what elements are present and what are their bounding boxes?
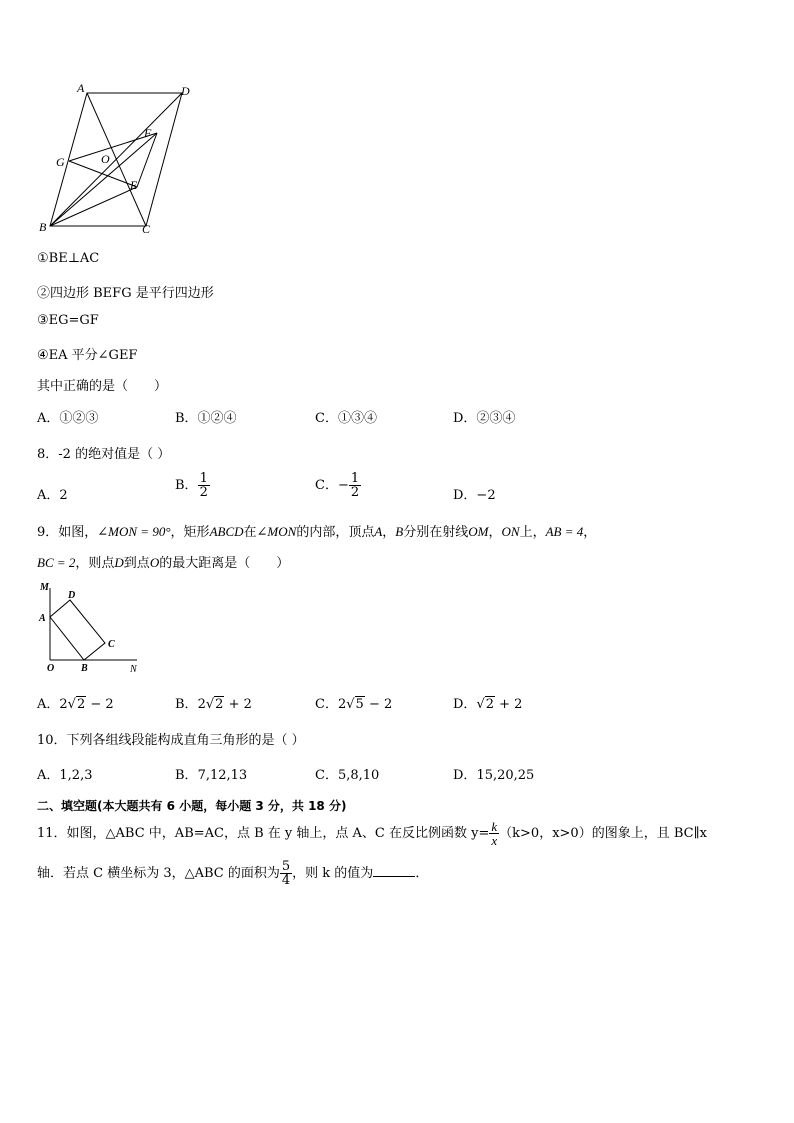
q9-text: 分别在射线 <box>403 525 469 540</box>
q10-c-prefix: C． <box>315 768 338 783</box>
q11-area-numerator: 5 <box>281 859 291 874</box>
label-N: N <box>130 664 137 675</box>
q9-stem-line2 <box>37 552 289 571</box>
q10-b-value: 7,12,13 <box>197 768 248 783</box>
q10-option-b <box>175 764 247 783</box>
label-A: A <box>77 81 85 95</box>
q9-d-radicand: 2 <box>485 697 495 712</box>
q9-math: AB = 4 <box>545 524 584 539</box>
q9-c-tail: − 2 <box>368 697 393 712</box>
q7-statement-3: ③EG=GF <box>37 313 99 328</box>
q11-text: ． <box>415 866 429 881</box>
q9-math: A <box>374 524 383 539</box>
label-C: C <box>142 222 151 236</box>
label-A: A <box>39 613 46 624</box>
q9-a-prefix: A． <box>37 697 60 712</box>
q9-text: 到点 <box>123 556 150 571</box>
sqrt-symbol: √ <box>476 697 485 712</box>
q9-math: ∠MON <box>256 524 297 539</box>
q11-text: 11．如图，△ABC 中，AB=AC，点 B 在 y 轴上，点 A、C 在反比例函数 y= <box>37 826 490 841</box>
q10-a-prefix: A． <box>37 768 60 783</box>
label-C: C <box>108 639 115 650</box>
q11-text: 轴．若点 C 横坐标为 3，△ABC 的面积为 <box>37 866 280 881</box>
rectangle-angle-figure <box>35 580 145 675</box>
q9-math: BC = 2 <box>37 555 76 570</box>
q9-text: ，则点 <box>75 556 115 571</box>
q8-option-a: A．2 <box>37 488 68 503</box>
sqrt-symbol: √ <box>205 697 215 712</box>
label-F: F <box>144 126 152 140</box>
q9-b-coef: 2 <box>197 697 206 712</box>
q9-option-b <box>175 693 252 712</box>
answer-blank[interactable] <box>373 864 415 877</box>
q7-option-d: D．②③④ <box>453 411 516 426</box>
q9-text: ， <box>488 525 502 540</box>
q7-statement-1: ①BE⊥AC <box>37 251 100 266</box>
q10-option-d <box>453 764 534 783</box>
label-B: B <box>81 663 88 674</box>
q8-b-denominator: 2 <box>199 485 208 500</box>
q8-option-b-fraction <box>198 472 210 499</box>
label-B: B <box>39 220 47 234</box>
q11-x-denominator: x <box>491 833 498 848</box>
q9-math: ON <box>501 524 520 539</box>
q9-math: ABCD <box>209 524 244 539</box>
q9-text: 的最大距离是（ ） <box>159 556 290 571</box>
q7-option-c: C．①③④ <box>315 411 377 426</box>
q11-area-fraction <box>280 860 292 887</box>
q9-text: 在 <box>243 525 257 540</box>
q7-option-b: B．①②④ <box>175 411 237 426</box>
q8-stem: 8．-2 的绝对值是（ ） <box>37 447 171 462</box>
q10-stem: 10．下列各组线段能构成直角三角形的是（ ） <box>37 733 305 748</box>
q9-text: ， <box>583 525 597 540</box>
q11-text: ，则 k 的值为 <box>292 866 374 881</box>
q11-line2 <box>37 860 428 887</box>
q9-math: D <box>114 555 124 570</box>
q10-b-prefix: B． <box>175 768 198 783</box>
label-O: O <box>47 663 55 674</box>
q7-statement-2: ②四边形 BEFG 是平行四边形 <box>37 286 214 301</box>
label-D: D <box>68 590 76 601</box>
q10-d-prefix: D． <box>453 768 477 783</box>
label-M: M <box>40 582 49 593</box>
q8-option-c <box>315 472 361 499</box>
q11-k-over-x-fraction <box>489 820 499 847</box>
q9-math: OM <box>468 524 489 539</box>
q8-c-numerator: 1 <box>350 471 360 486</box>
q8-c-denominator: 2 <box>350 485 360 500</box>
q8-option-c-fraction <box>349 472 361 499</box>
q9-text: ， <box>382 525 396 540</box>
q9-option-a <box>37 693 114 712</box>
q7-stem: 其中正确的是（ ） <box>37 379 168 394</box>
q9-stem-line1 <box>37 521 596 540</box>
q10-option-a <box>37 764 92 783</box>
parallelogram-figure <box>30 78 205 243</box>
q8-b-numerator: 1 <box>199 471 208 486</box>
q9-math: O <box>149 555 160 570</box>
q8-option-d: D．−2 <box>453 488 496 503</box>
q9-c-radicand: 5 <box>355 697 364 712</box>
q8-option-b-prefix: B． <box>175 478 198 493</box>
q9-b-radicand: 2 <box>215 697 224 712</box>
q9-text: 上， <box>519 525 546 540</box>
q9-c-coef: 2 <box>337 697 347 712</box>
q9-math: ∠MON = 90° <box>97 524 171 539</box>
q11-area-denominator: 4 <box>281 873 291 888</box>
q7-statement-4: ④EA 平分∠GEF <box>37 348 138 363</box>
q8-option-b <box>175 472 210 499</box>
q11-line1 <box>37 820 707 847</box>
q9-math: B <box>395 524 404 539</box>
q9-b-prefix: B． <box>175 697 198 712</box>
q9-option-c <box>315 693 392 712</box>
section-heading-fill-blank: 二、填空题(本大题共有 6 小题，每小题 3 分，共 18 分) <box>37 799 347 813</box>
label-E: E <box>130 178 138 192</box>
q9-c-prefix: C． <box>315 697 338 712</box>
q9-b-tail: + 2 <box>228 697 252 712</box>
q9-d-tail: + 2 <box>499 697 523 712</box>
q9-text: ，矩形 <box>170 525 210 540</box>
q10-a-value: 1,2,3 <box>59 768 93 783</box>
sqrt-symbol: √ <box>346 697 355 712</box>
q11-k-numerator: k <box>491 819 498 834</box>
label-O: O <box>101 152 110 166</box>
label-G: G <box>56 155 65 169</box>
q10-d-value: 15,20,25 <box>476 768 535 783</box>
q9-a-coef: 2 <box>59 697 68 712</box>
q9-option-d <box>453 693 522 712</box>
q9-text: 的内部，顶点 <box>296 525 375 540</box>
q9-d-prefix: D． <box>453 697 477 712</box>
sqrt-symbol: √ <box>67 697 76 712</box>
q7-option-a: A．①②③ <box>37 411 99 426</box>
q11-text: （k>0，x>0）的图象上，且 BC∥x <box>499 826 707 841</box>
q9-a-tail: − 2 <box>90 697 114 712</box>
q9-a-radicand: 2 <box>76 697 86 712</box>
q8-option-c-prefix: C．− <box>315 478 349 493</box>
label-D: D <box>181 84 190 98</box>
q10-option-c <box>315 764 379 783</box>
q10-c-value: 5,8,10 <box>337 768 380 783</box>
q9-text: 9．如图， <box>37 525 98 540</box>
